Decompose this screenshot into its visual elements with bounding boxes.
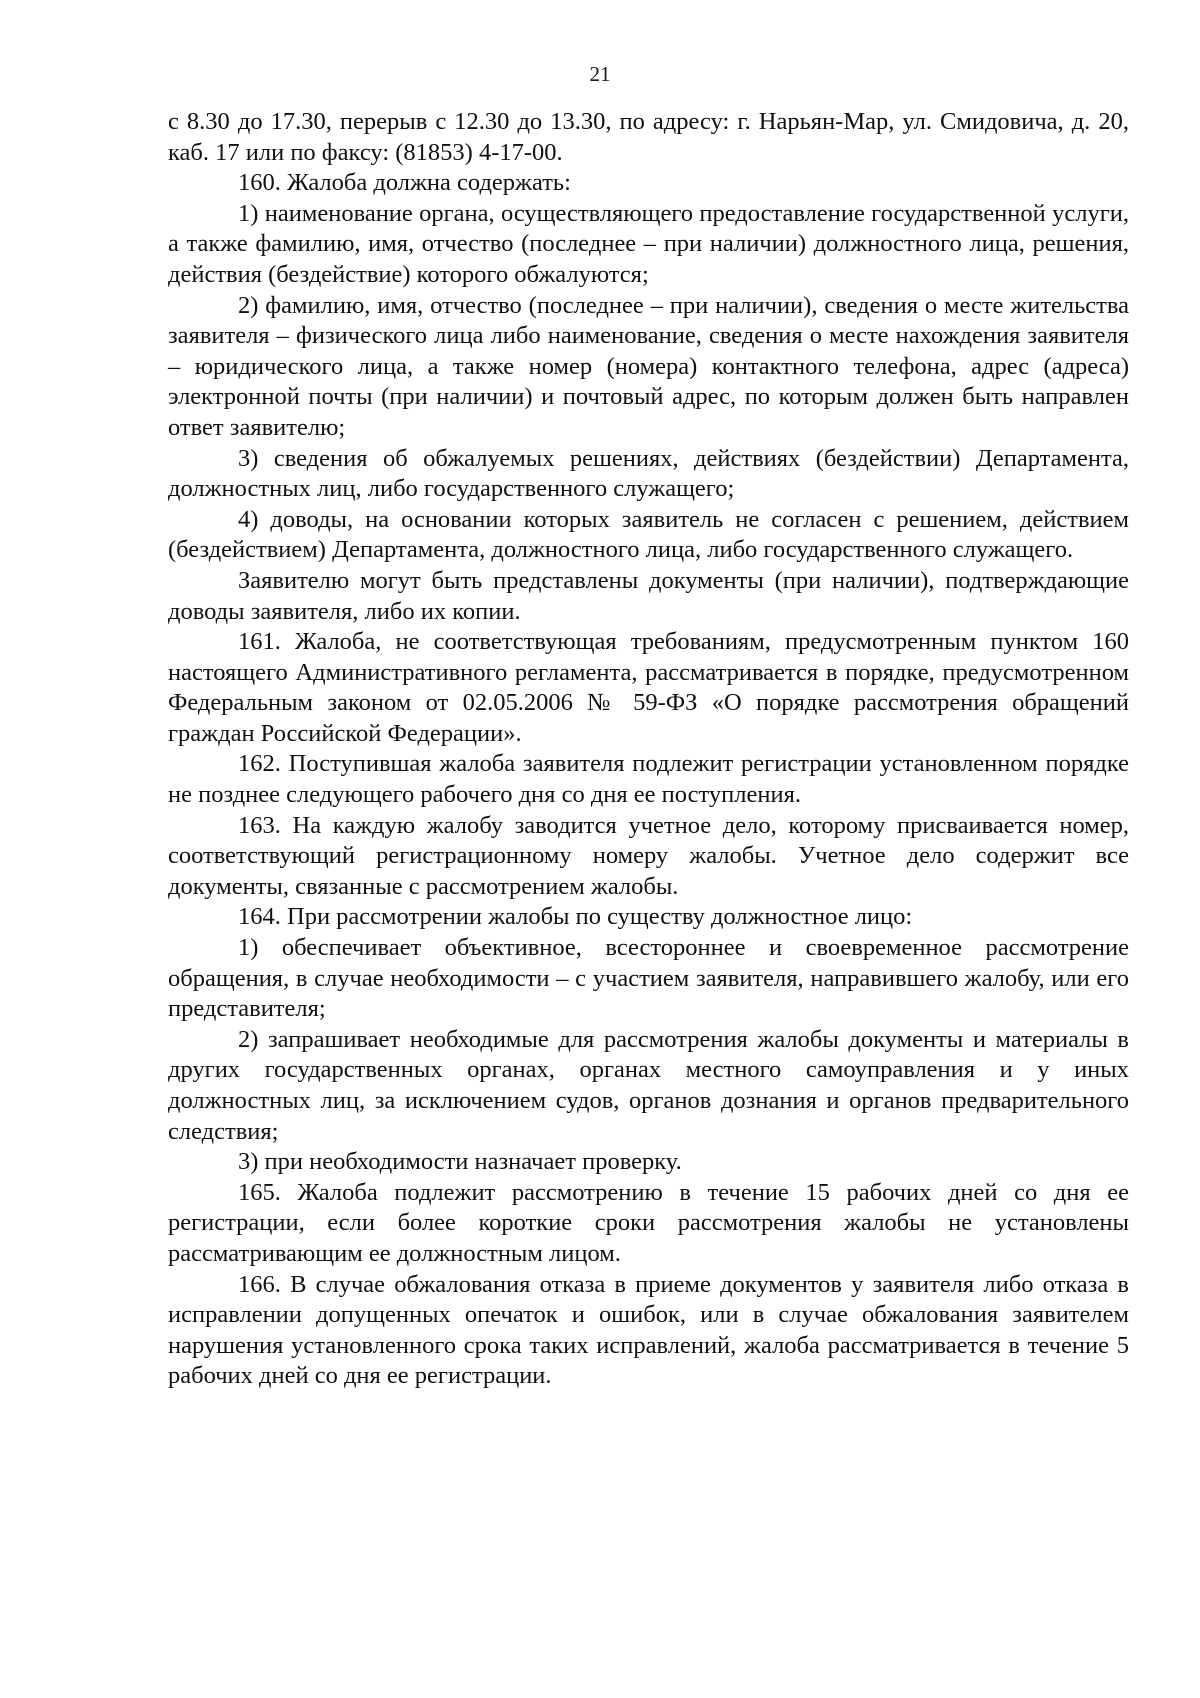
paragraph-163: 163. На каждую жалобу заводится учетное дело, которому присваивается номер, соответствующий регистрационному номеру жалобы. Учетное дело содержит все документы, связанные с рассмотрением жалобы. [168, 811, 1129, 900]
paragraph-continuation: с 8.30 до 17.30, перерыв с 12.30 до 13.30, по адресу: г. Нарьян-Мар, ул. Смидовича, д. 20, каб. 17 или по факсу: (81853) 4-17-00. [168, 108, 1129, 166]
page-number: 21 [589, 62, 611, 86]
paragraph-164-item-2: 2) запрашивает необходимые для рассмотрения жалобы документы и материалы в других государственных органах, органах местного самоуправления и у иных должностных лиц, за исключением судов, органов дознания и органов предварительного следствия; [168, 1025, 1129, 1145]
document-body [168, 107, 1129, 1392]
paragraph-166: 166. В случае обжалования отказа в приеме документов у заявителя либо отказа в исправлении допущенных опечаток и ошибок, или в случае обжалования заявителем нарушения установленного срока таких исправлений, жалоба рассматривается в течение 5 рабочих дней со дня ее регистрации. [168, 1270, 1129, 1390]
paragraph-164-item-1: 1) обеспечивает объективное, всестороннее и своевременное рассмотрение обращения, в случае необходимости – с участием заявителя, направившего жалобу, или его представителя; [168, 934, 1129, 1023]
paragraph-161: 161. Жалоба, не соответствующая требованиям, предусмотренным пунктом 160 настоящего Административного регламента, рассматривается в порядке, предусмотренном Федеральным законом от 02.05.2006 № 59-ФЗ «О порядке рассмотрения обращений граждан Российской Федерации». [168, 628, 1129, 747]
paragraph-160-item-2: 2) фамилию, имя, отчество (последнее – при наличии), сведения о месте жительства заявителя – физического лица либо наименование, сведения о месте нахождения заявителя – юридического лица, а также номер (номера) контактного телефона, адрес (адреса) электронной почты (при наличии) и почтовый адрес, по которым должен быть направлен ответ заявителю; [168, 291, 1129, 441]
paragraph-160-item-4: 4) доводы, на основании которых заявитель не согласен с решением, действием (бездействием) Департамента, должностного лица, либо государственного служащего. [168, 505, 1129, 564]
paragraph-162: 162. Поступившая жалоба заявителя подлежит регистрации установленном порядке не позднее следующего рабочего дня со дня ее поступления. [168, 750, 1129, 809]
paragraph-160-note: Заявителю могут быть представлены документы (при наличии), подтверждающие доводы заявителя, либо их копии. [168, 566, 1129, 625]
paragraph-164-item-3: 3) при необходимости назначает проверку. [238, 1148, 682, 1176]
paragraph-164: 164. При рассмотрении жалобы по существу должностное лицо: [238, 903, 913, 931]
paragraph-160: 160. Жалоба должна содержать: [238, 169, 571, 197]
paragraph-165: 165. Жалоба подлежит рассмотрению в течение 15 рабочих дней со дня ее регистрации, если более короткие сроки рассмотрения жалобы не установлены рассматривающим ее должностным лицом. [168, 1178, 1129, 1267]
paragraph-160-item-1: 1) наименование органа, осуществляющего предоставление государственной услуги, а также фамилию, имя, отчество (последнее – при наличии) должностного лица, решения, действия (бездействие) которого обжалуются; [168, 199, 1129, 288]
paragraph-160-item-3: 3) сведения об обжалуемых решениях, действиях (бездействии) Департамента, должностных лиц, либо государственного служащего; [168, 444, 1129, 503]
